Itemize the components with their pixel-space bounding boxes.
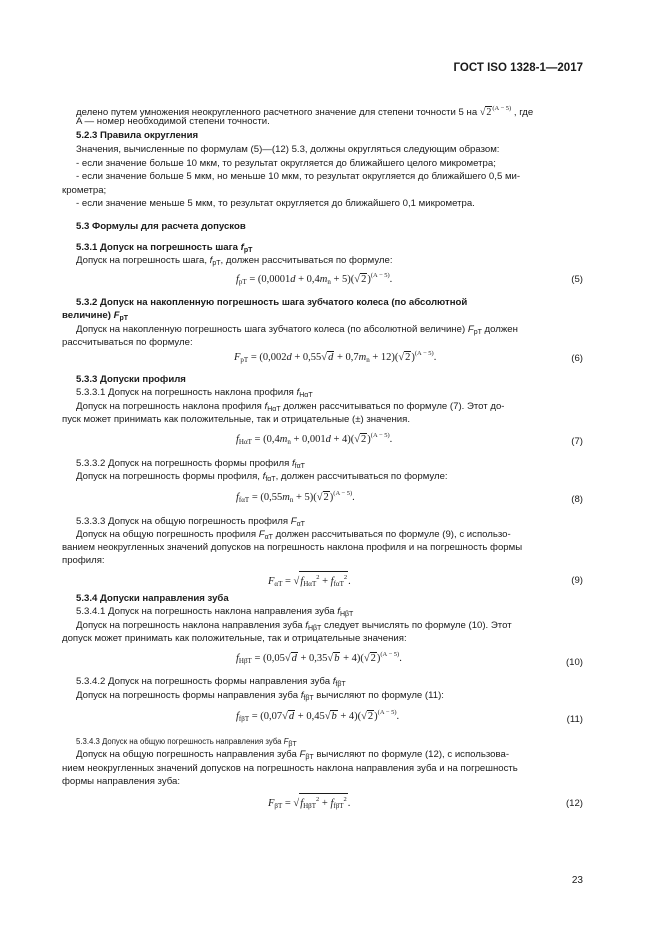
text-line: Допуск на общую погрешность профиля $F_{\alpha T}$ должен рассчитываться по формуле (9), с использо- — [76, 529, 511, 541]
text-line: профиля: — [62, 555, 105, 566]
text-line: A — номер необходимой степени точности. — [76, 116, 270, 127]
text-line: Допуск на погрешность формы профиля, $f_{f\alpha T}$, должен рассчитываться по формуле: — [76, 471, 448, 483]
text-line: ванием неокругленных значений допусков на погрешность наклона профиля и на погрешность формы — [62, 542, 523, 553]
equation-number: (11) — [566, 714, 583, 725]
text-line: делено путем умножения неокругленного расчетного значение для степени точности 5 на $√2^{(A - 5)}$ , где — [76, 105, 534, 118]
section-heading: 5.2.3 Правила округления — [76, 130, 199, 141]
text-line: Допуск на погрешность наклона направления зуба $f_{H\beta T}$ следует вычислять по формуле (10). Этот — [76, 620, 512, 632]
formula-inline: $√2^{(A - 5)}$ — [479, 105, 512, 118]
text-line: допуск может принимать как положительные, так и отрицательные значения: — [62, 633, 407, 644]
document-header: ГОСТ ISO 1328-1—2017 — [453, 62, 583, 74]
text-line: 5.3.4.3 Допуск на общую погрешность направления зуба FβT — [76, 737, 297, 748]
equation-number: (6) — [571, 353, 583, 364]
text-line: рассчитываться по формуле: — [62, 337, 193, 348]
text-line: Допуск на погрешность наклона профиля $f_{H\alpha T}$ должен рассчитываться по формуле (7). Этот до- — [76, 401, 505, 413]
text-line: Допуск на погрешность шага, $f_{pT}$, должен рассчитываться по формуле: — [76, 255, 393, 267]
section-heading: 5.3.3 Допуски профиля — [76, 374, 186, 385]
text-line: крометра; — [62, 185, 107, 196]
formula-11: $f_{f\beta T} = (0,07√d + 0,45√b + 4)(√2)^{(A - 5)}$. — [236, 709, 400, 723]
section-heading: 5.3.2 Допуск на накопленную погрешность шага зубчатого колеса (по абсолютной — [76, 297, 468, 308]
text-line: 5.3.3.1 Допуск на погрешность наклона профиля $f_{H\alpha T}$ — [76, 387, 313, 399]
text-line: нием неокругленных значений допусков на погрешность наклона направления зуба и на погрешность — [62, 763, 518, 774]
text-line: - если значение меньше 5 мкм, то результат округляется до ближайшего 0,1 микрометра. — [76, 198, 475, 209]
text-line: Значения, вычисленные по формулам (5)—(12) 5.3, должны округляться следующим образом: — [76, 144, 500, 155]
text-line: 5.3.4.2 Допуск на погрешность формы направления зуба $f_{f\beta T}$ — [76, 676, 346, 688]
text-line: формы направления зуба: — [62, 776, 181, 787]
text-line: пуск может принимать как положительные, так и отрицательные (±) значения. — [62, 414, 411, 425]
text-line: 5.3.3.2 Допуск на погрешность формы профиля $f_{f\alpha T}$ — [76, 458, 305, 470]
equation-number: (5) — [571, 274, 583, 285]
text-line: 5.3.4.1 Допуск на погрешность наклона направления зуба $f_{H\beta T}$ — [76, 606, 354, 618]
text-line: - если значение больше 5 мкм, но меньше 10 мкм, то результат округляется до ближайшего 0,5 ми- — [76, 171, 521, 182]
equation-number: (10) — [565, 657, 583, 668]
formula-12: $F_{\beta T} = √f_{H\beta T}^2 + f_{f\beta T}^2$. — [268, 793, 350, 812]
equation-number: (9) — [571, 575, 583, 586]
text-line: Допуск на погрешность формы направления зуба $f_{f\beta T}$ вычисляют по формуле (11): — [76, 690, 444, 702]
formula-9: $F_{\alpha T} = √f_{H\alpha T}^2 + f_{f\alpha T}^2$. — [268, 571, 351, 590]
section-heading: 5.3 Формулы для расчета допусков — [76, 221, 246, 232]
section-heading: величине) $F_{pT}$ — [62, 310, 129, 322]
formula-10: $f_{H\beta T} = (0,05√d + 0,35√b + 4)(√2)^{(A - 5)}$. — [236, 651, 402, 665]
text-line: - если значение больше 10 мкм, то результат округляется до ближайшего целого микрометра; — [76, 158, 496, 169]
formula-6: $F_{pT} = (0,002d + 0,55√d + 0,7m_n + 12)(√2)^{(A - 5)}$. — [234, 350, 437, 364]
equation-number: (12) — [565, 798, 583, 809]
formula-7: $f_{H\alpha T} = (0,4m_n + 0,001d + 4)(√2)^{(A - 5)}$. — [236, 432, 393, 446]
section-heading: 5.3.1 Допуск на погрешность шага $f_{pT}$ — [76, 242, 253, 254]
section-heading: 5.3.4 Допуски направления зуба — [76, 593, 229, 604]
equation-number: (8) — [571, 494, 583, 505]
formula-5: $f_{pT} = (0,0001d + 0,4m_n + 5)(√2)^{(A - 5)}$. — [236, 272, 393, 286]
text-line: Допуск на накопленную погрешность шага зубчатого колеса (по абсолютной величине) $F_{pT}$ должен — [76, 324, 518, 336]
text-line: 5.3.3.3 Допуск на общую погрешность профиля $F_{\alpha T}$ — [76, 516, 305, 528]
text-line: Допуск на общую погрешность направления зуба $F_{\beta T}$ вычисляют по формуле (12), с использова- — [76, 749, 510, 761]
page-number: 23 — [571, 875, 583, 886]
formula-8: $f_{f\alpha T} = (0,55m_n + 5)(√2)^{(A - 5)}$. — [236, 490, 355, 504]
equation-number: (7) — [571, 436, 583, 447]
